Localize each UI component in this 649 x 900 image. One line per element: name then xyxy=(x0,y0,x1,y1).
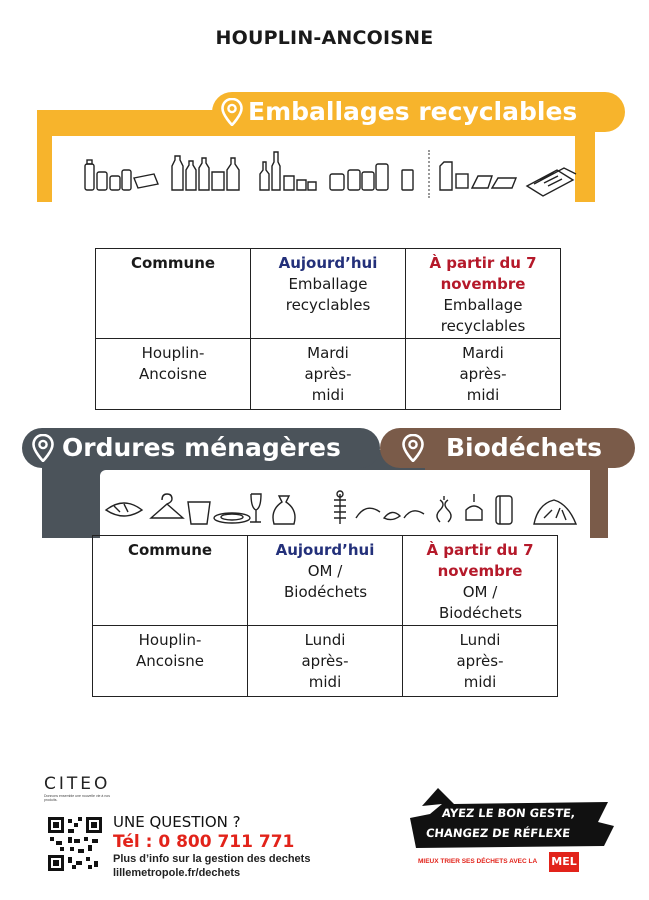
table-header-row xyxy=(93,536,558,626)
header-commune: Commune xyxy=(130,254,216,272)
apple-core-icon xyxy=(437,496,451,522)
peels-icon xyxy=(356,508,424,519)
cup-icon xyxy=(188,502,210,524)
website-link[interactable]: lillemetropole.fr/dechets xyxy=(113,867,241,879)
cell-commune: Houplin-Ancoisne xyxy=(96,339,251,410)
header-today-type: OM / Biodéchets xyxy=(284,562,368,601)
garden-waste-icon xyxy=(534,500,576,524)
citeo-tagline: Donnons ensemble une nouvelle vie à nos produits. xyxy=(44,794,110,802)
icons-divider xyxy=(428,150,430,198)
ordures-biodechets-icons xyxy=(104,488,590,530)
plate-icon xyxy=(214,513,250,523)
wine-glass-icon xyxy=(250,494,261,522)
ordures-title: Ordures ménagères xyxy=(62,433,341,462)
paper-towel-icon xyxy=(496,496,512,524)
plastic-bottles-icon xyxy=(172,156,239,190)
cell-future: Lundi après-midi xyxy=(403,626,558,697)
emballages-schedule-table xyxy=(95,248,561,410)
emballages-title: Emballages recyclables xyxy=(248,97,578,126)
info-text: Plus d’info sur la gestion des dechets xyxy=(113,853,311,865)
header-future: À partir du 7 novembre xyxy=(429,254,537,293)
header-cell xyxy=(251,249,406,339)
newspapers-icon xyxy=(527,168,576,196)
ordures-banner xyxy=(22,428,380,468)
cell-future: Mardi après-midi xyxy=(406,339,561,410)
phone-number[interactable]: Tél : 0 800 711 771 xyxy=(113,832,295,852)
emballages-icons xyxy=(82,150,582,198)
qr-code-icon[interactable] xyxy=(48,817,102,871)
location-pin-icon xyxy=(32,434,54,462)
jars-icon xyxy=(330,164,413,190)
bottles-cans-icon xyxy=(85,160,158,190)
header-cell xyxy=(96,249,251,339)
location-pin-icon xyxy=(402,434,424,462)
table-row xyxy=(93,626,558,697)
om-schedule-table xyxy=(92,535,558,697)
header-today: Aujourd’hui xyxy=(278,254,378,272)
cartons-icon xyxy=(440,162,516,190)
emballages-banner xyxy=(212,92,625,132)
location-pin-icon xyxy=(221,98,243,126)
mel-tagline: MIEUX TRIER SES DÉCHETS AVEC LA xyxy=(418,858,538,865)
cell-today: Lundi après-midi xyxy=(248,626,403,697)
header-future: À partir du 7 novembre xyxy=(426,541,534,580)
mel-logo: MEL xyxy=(549,852,579,872)
header-cell xyxy=(406,249,561,339)
slogan-line-2: CHANGEZ DE RÉFLEXE xyxy=(425,826,571,840)
slogan-line-1: AYEZ LE BON GESTE, xyxy=(441,806,577,820)
cell-commune: Houplin-Ancoisne xyxy=(93,626,248,697)
header-today: Aujourd’hui xyxy=(275,541,375,559)
header-cell xyxy=(248,536,403,626)
biodechets-title: Biodéchets xyxy=(446,433,603,462)
fish-bone-icon xyxy=(334,491,346,524)
header-today-type: Emballage recyclables xyxy=(285,275,371,314)
food-waste-icon xyxy=(106,503,142,516)
trash-bag-icon xyxy=(273,496,295,524)
tea-bag-icon xyxy=(466,494,482,520)
biodechets-banner xyxy=(380,428,635,468)
page-title: HOUPLIN-ANCOISNE xyxy=(215,27,434,49)
hanger-icon xyxy=(151,494,183,518)
glass-bottles-icon xyxy=(260,152,316,190)
citeo-logo: CITEO xyxy=(44,774,111,794)
table-row xyxy=(96,339,561,410)
header-cell xyxy=(93,536,248,626)
header-future-type: Emballage recyclables xyxy=(440,296,526,335)
table-header-row xyxy=(96,249,561,339)
header-commune: Commune xyxy=(127,541,213,559)
header-cell xyxy=(403,536,558,626)
cell-today: Mardi après-midi xyxy=(251,339,406,410)
header-future-type: OM / Biodéchets xyxy=(439,583,523,622)
question-title: UNE QUESTION ? xyxy=(113,813,241,831)
